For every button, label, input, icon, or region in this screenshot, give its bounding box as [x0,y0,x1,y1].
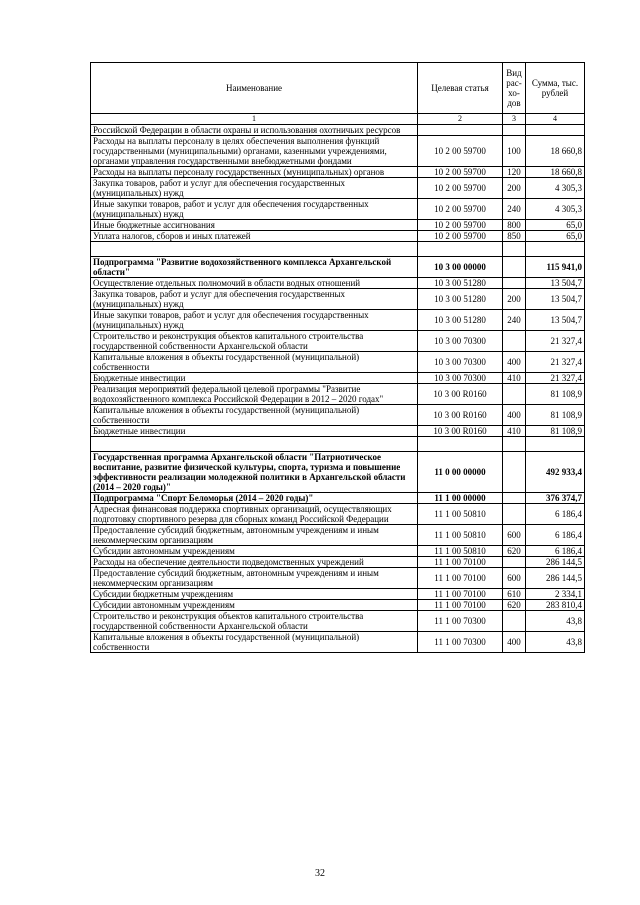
cell-expense-type: 410 [503,373,526,384]
table-body [91,125,585,653]
table-row [91,289,585,310]
cell-name: Строительство и реконструкция объектов капитального строительства государственной собственности Архангельской области [91,331,418,352]
spacer-cell [91,437,418,452]
cell-sum: 492 933,4 [526,452,585,493]
cell-expense-type [503,384,526,405]
cell-target-article: 10 3 00 51280 [418,278,503,289]
table-row [91,220,585,231]
cell-expense-type: 120 [503,167,526,178]
table-row [91,525,585,546]
table-row [91,426,585,437]
cell-expense-type: 610 [503,589,526,600]
cell-sum: 376 374,7 [526,493,585,504]
column-number: 1 [91,114,418,125]
cell-target-article: 11 1 00 50810 [418,525,503,546]
table-row [91,125,585,136]
cell-sum: 18 660,8 [526,136,585,167]
cell-expense-type: 620 [503,546,526,557]
column-number: 4 [526,114,585,125]
cell-target-article: 10 2 00 59700 [418,199,503,220]
table-row [91,231,585,242]
cell-name: Предоставление субсидий бюджетным, автономным учреждениям и иным некоммерческим организациям [91,568,418,589]
cell-expense-type: 400 [503,352,526,373]
spacer-cell [418,242,503,257]
cell-expense-type [503,452,526,493]
cell-target-article: 11 1 00 00000 [418,493,503,504]
table-row [91,504,585,525]
table-row [91,611,585,632]
cell-expense-type: 600 [503,525,526,546]
cell-target-article: 10 3 00 R0160 [418,384,503,405]
cell-sum: 2 334,1 [526,589,585,600]
cell-target-article: 11 1 00 50810 [418,504,503,525]
cell-target-article: 10 2 00 59700 [418,231,503,242]
cell-sum: 65,0 [526,231,585,242]
table-row [91,557,585,568]
cell-name: Адресная финансовая поддержка спортивных организаций, осуществляющих подготовку спортивного резерва для сборных команд Российской Федерации [91,504,418,525]
cell-expense-type: 410 [503,426,526,437]
cell-target-article: 11 1 00 70300 [418,611,503,632]
table-row [91,352,585,373]
table-row [91,568,585,589]
cell-name: Реализация мероприятий федеральной целевой программы "Развитие водохозяйственного комплекса Российской Федерации в 2012 – 2020 годах" [91,384,418,405]
header-target-article: Целевая статья [418,63,503,114]
table-row [91,373,585,384]
cell-sum: 13 504,7 [526,310,585,331]
cell-sum: 6 186,4 [526,546,585,557]
cell-sum: 286 144,5 [526,568,585,589]
cell-target-article: 10 2 00 59700 [418,220,503,231]
cell-sum: 6 186,4 [526,504,585,525]
table-row [91,199,585,220]
table-row [91,310,585,331]
spacer-row [91,437,585,452]
cell-name: Расходы на выплаты персоналу государственных (муниципальных) органов [91,167,418,178]
cell-target-article: 11 1 00 70100 [418,568,503,589]
header-name: Наименование [91,63,418,114]
cell-name: Подпрограмма "Спорт Беломорья (2014 – 2020 годы)" [91,493,418,504]
cell-sum [526,125,585,136]
cell-target-article: 11 0 00 00000 [418,452,503,493]
cell-sum: 81 108,9 [526,426,585,437]
table-row [91,167,585,178]
table-row [91,405,585,426]
spacer-cell [503,437,526,452]
cell-name: Иные закупки товаров, работ и услуг для обеспечения государственных (муниципальных) нужд [91,310,418,331]
cell-sum: 115 941,0 [526,257,585,278]
page-number: 32 [315,868,325,879]
cell-sum: 4 305,3 [526,178,585,199]
cell-expense-type: 620 [503,600,526,611]
cell-expense-type: 400 [503,632,526,653]
spacer-cell [526,242,585,257]
header-expense-type: Вид рас-хо-дов [503,63,526,114]
cell-expense-type: 200 [503,178,526,199]
column-number-row [91,114,585,125]
cell-expense-type: 200 [503,289,526,310]
cell-target-article: 10 2 00 59700 [418,136,503,167]
spacer-row [91,242,585,257]
cell-name: Российской Федерации в области охраны и использования охотничьих ресурсов [91,125,418,136]
cell-name: Государственная программа Архангельской области "Патриотическое воспитание, развитие физической культуры, спорта, туризма и повышение эффективности реализации молодежной политики в Архангельской области (2014 – 2020 годы)" [91,452,418,493]
cell-target-article: 10 3 00 70300 [418,331,503,352]
spacer-cell [418,437,503,452]
cell-sum: 18 660,8 [526,167,585,178]
cell-expense-type: 600 [503,568,526,589]
cell-target-article [418,125,503,136]
cell-target-article: 11 1 00 70100 [418,557,503,568]
cell-name: Закупка товаров, работ и услуг для обеспечения государственных (муниципальных) нужд [91,289,418,310]
cell-name: Расходы на обеспечение деятельности подведомственных учреждений [91,557,418,568]
cell-expense-type: 850 [503,231,526,242]
cell-target-article: 10 2 00 59700 [418,178,503,199]
cell-expense-type: 240 [503,199,526,220]
cell-name: Предоставление субсидий бюджетным, автономным учреждениям и иным некоммерческим организациям [91,525,418,546]
table-row [91,546,585,557]
table-row [91,600,585,611]
cell-sum: 21 327,4 [526,373,585,384]
cell-target-article: 10 3 00 R0160 [418,405,503,426]
cell-sum: 6 186,4 [526,525,585,546]
cell-target-article: 11 1 00 70300 [418,632,503,653]
table-row [91,257,585,278]
cell-expense-type [503,331,526,352]
cell-target-article: 10 2 00 59700 [418,167,503,178]
cell-expense-type [503,611,526,632]
cell-sum: 283 810,4 [526,600,585,611]
cell-target-article: 10 3 00 70300 [418,352,503,373]
table-row [91,278,585,289]
table-header-row [91,63,585,114]
cell-name: Бюджетные инвестиции [91,426,418,437]
cell-expense-type [503,257,526,278]
cell-name: Иные закупки товаров, работ и услуг для обеспечения государственных (муниципальных) нужд [91,199,418,220]
table-row [91,632,585,653]
cell-target-article: 11 1 00 50810 [418,546,503,557]
cell-expense-type: 800 [503,220,526,231]
cell-name: Подпрограмма "Развитие водохозяйственного комплекса Архангельской области" [91,257,418,278]
cell-expense-type: 400 [503,405,526,426]
spacer-cell [526,437,585,452]
cell-name: Закупка товаров, работ и услуг для обеспечения государственных (муниципальных) нужд [91,178,418,199]
cell-sum: 21 327,4 [526,331,585,352]
table-row [91,384,585,405]
cell-sum: 286 144,5 [526,557,585,568]
cell-sum: 4 305,3 [526,199,585,220]
cell-sum: 13 504,7 [526,278,585,289]
cell-name: Осуществление отдельных полномочий в области водных отношений [91,278,418,289]
cell-name: Капитальные вложения в объекты государственной (муниципальной) собственности [91,352,418,373]
table-row [91,331,585,352]
column-number: 2 [418,114,503,125]
cell-sum: 43,8 [526,611,585,632]
cell-target-article: 10 3 00 51280 [418,289,503,310]
cell-sum: 81 108,9 [526,384,585,405]
cell-target-article: 10 3 00 70300 [418,373,503,384]
table-row [91,493,585,504]
table-row [91,136,585,167]
table-row [91,589,585,600]
budget-table [90,62,585,653]
spacer-cell [503,242,526,257]
cell-name: Расходы на выплаты персоналу в целях обеспечения выполнения функций государственными (муниципальными) органами, казенными учреждениями, органами управления государственными внебюджетными фондами [91,136,418,167]
cell-name: Капитальные вложения в объекты государственной (муниципальной) собственности [91,632,418,653]
cell-sum: 21 327,4 [526,352,585,373]
column-number: 3 [503,114,526,125]
cell-expense-type: 240 [503,310,526,331]
cell-name: Строительство и реконструкция объектов капитального строительства государственной собственности Архангельской области [91,611,418,632]
cell-name: Уплата налогов, сборов и иных платежей [91,231,418,242]
cell-name: Субсидии бюджетным учреждениям [91,589,418,600]
cell-name: Субсидии автономным учреждениям [91,600,418,611]
cell-sum: 65,0 [526,220,585,231]
header-sum: Сумма, тыс. рублей [526,63,585,114]
cell-expense-type [503,125,526,136]
cell-sum: 13 504,7 [526,289,585,310]
cell-name: Иные бюджетные ассигнования [91,220,418,231]
cell-target-article: 10 3 00 R0160 [418,426,503,437]
table-row [91,452,585,493]
spacer-cell [91,242,418,257]
table-row [91,178,585,199]
cell-target-article: 11 1 00 70100 [418,589,503,600]
cell-target-article: 10 3 00 51280 [418,310,503,331]
cell-target-article: 11 1 00 70100 [418,600,503,611]
cell-expense-type [503,504,526,525]
cell-expense-type [503,278,526,289]
cell-sum: 81 108,9 [526,405,585,426]
cell-expense-type [503,557,526,568]
cell-target-article: 10 3 00 00000 [418,257,503,278]
cell-expense-type [503,493,526,504]
cell-sum: 43,8 [526,632,585,653]
cell-name: Бюджетные инвестиции [91,373,418,384]
cell-name: Капитальные вложения в объекты государственной (муниципальной) собственности [91,405,418,426]
cell-expense-type: 100 [503,136,526,167]
cell-name: Субсидии автономным учреждениям [91,546,418,557]
